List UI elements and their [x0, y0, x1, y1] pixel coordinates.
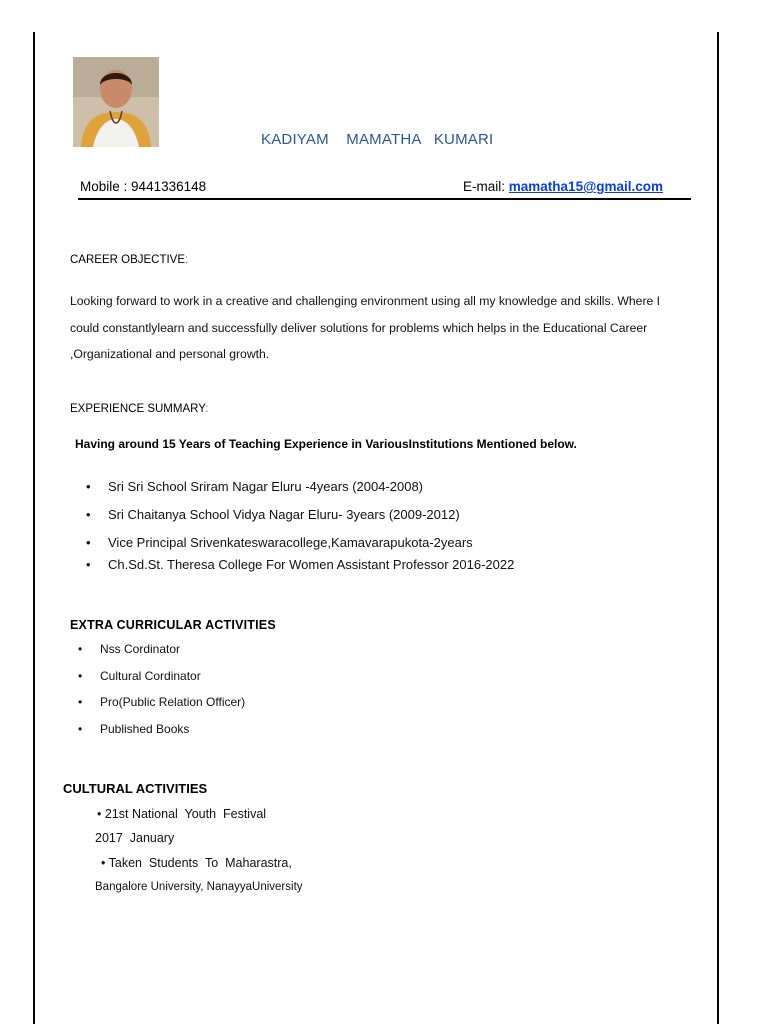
- list-item: • Nss Cordinator: [78, 642, 245, 669]
- list-item: • Ch.Sd.St. Theresa College For Women Assistant Professor 2016-2022: [86, 557, 514, 579]
- career-objective-title: CAREER OBJECTIVE: [70, 254, 186, 266]
- experience-heading: [70, 403, 208, 415]
- cultural-line: • Taken Students To Maharastra,: [101, 856, 292, 870]
- cultural-line: 2017 January: [95, 831, 175, 845]
- extra-curricular-heading: EXTRA CURRICULAR ACTIVITIES: [70, 618, 276, 632]
- cultural-line: Bangalore University, NanayyaUniversity: [95, 881, 303, 893]
- list-item: • Cultural Cordinator: [78, 669, 245, 696]
- profile-photo: [73, 57, 159, 147]
- experience-list: [86, 479, 514, 579]
- mobile-line: [80, 179, 206, 194]
- email-label: E-mail:: [463, 179, 506, 194]
- mobile-value: 9441336148: [131, 179, 207, 194]
- candidate-name: KADIYAM MAMATHA KUMARI: [261, 131, 494, 148]
- page-border-right: [717, 32, 719, 1024]
- cultural-line: • 21st National Youth Festival: [97, 807, 267, 821]
- career-objective-heading: [70, 254, 188, 266]
- extra-curricular-list: [78, 642, 245, 748]
- list-item: • Pro(Public Relation Officer): [78, 695, 245, 722]
- experience-summary: Having around 15 Years of Teaching Experience in VariousInstitutions Mentioned below.: [75, 437, 577, 451]
- email-line: [463, 179, 663, 194]
- mobile-label: Mobile :: [80, 179, 128, 194]
- list-item: • Published Books: [78, 722, 245, 749]
- list-item: • Vice Principal Srivenkateswaracollege,Kamavarapukota-2years: [86, 535, 514, 557]
- career-objective-text: Looking forward to work in a creative and challenging environment using all my knowledge and skills. Where I could constantlylearn and successfully deliver solutions for problems which helps in the Educational Career ,Organizational and personal growth.: [70, 294, 661, 361]
- experience-title: EXPERIENCE SUMMARY: [70, 403, 206, 415]
- list-item: • Sri Sri School Sriram Nagar Eluru -4years (2004-2008): [86, 479, 514, 507]
- list-item: • Sri Chaitanya School Vidya Nagar Eluru- 3years (2009-2012): [86, 507, 514, 535]
- career-objective-colon: :: [185, 254, 189, 266]
- cultural-activities-heading: CULTURAL ACTIVITIES: [63, 781, 208, 796]
- experience-colon: :: [205, 403, 209, 415]
- header-rule: [78, 198, 691, 200]
- email-link[interactable]: mamatha15@gmail.com: [508, 179, 664, 194]
- page-border-left: [33, 32, 35, 1024]
